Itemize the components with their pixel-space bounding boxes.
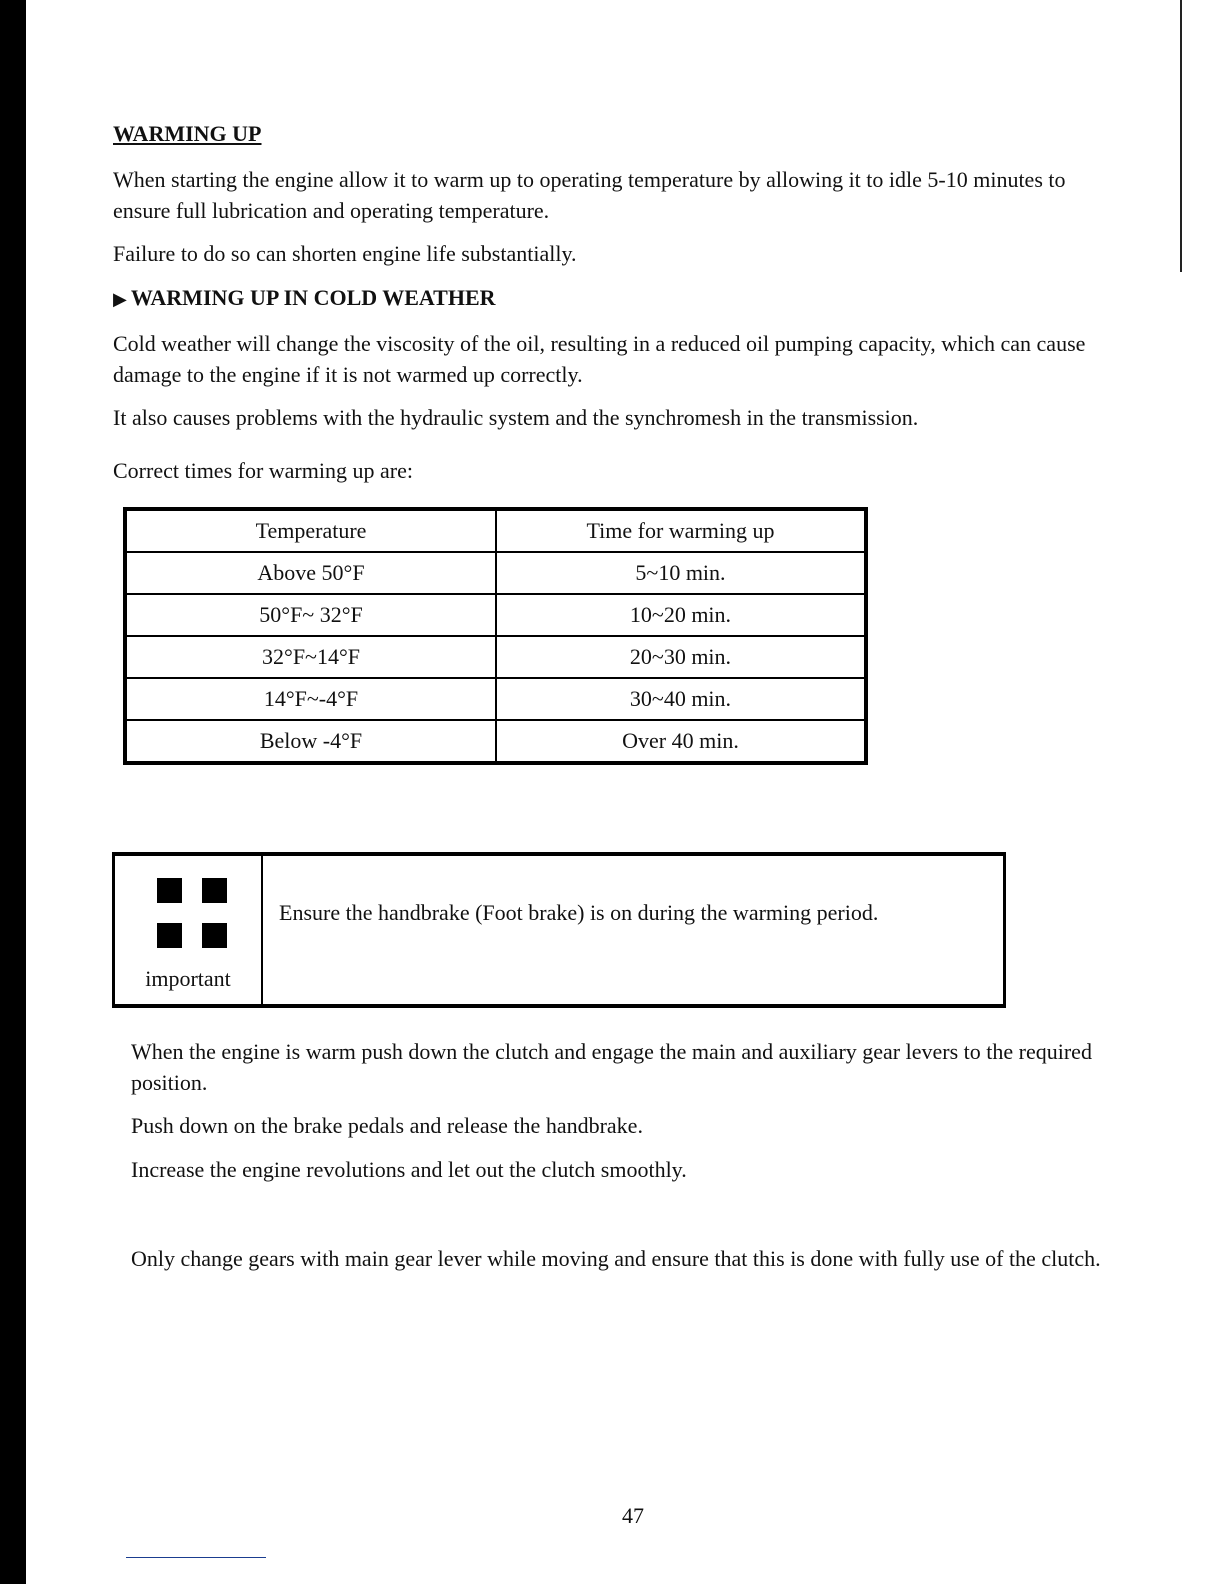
triangle-bullet-icon: ▶ bbox=[113, 289, 127, 309]
table-cell-time: 20~30 min. bbox=[496, 636, 866, 678]
first-aid-cross-icon bbox=[157, 878, 227, 948]
important-notice-box bbox=[112, 852, 1006, 1008]
table-row bbox=[125, 636, 866, 678]
table-row bbox=[125, 552, 866, 594]
cold-weather-heading-text: WARMING UP IN COLD WEATHER bbox=[130, 285, 496, 310]
table-header-temperature: Temperature bbox=[125, 509, 496, 552]
table-cell-time: 10~20 min. bbox=[496, 594, 866, 636]
paragraph-let-out-clutch: Increase the engine revolutions and let out the clutch smoothly. bbox=[131, 1157, 687, 1182]
notice-text: Ensure the handbrake (Foot brake) is on during the warming period. bbox=[279, 900, 879, 925]
table-cell-temperature: Above 50°F bbox=[125, 552, 496, 594]
paragraph-oil-viscosity: Cold weather will change the viscosity of the oil, resulting in a reduced oil pumping capacity, which can cause damage to the engine if it is not warmed up correctly. bbox=[113, 331, 1086, 387]
page-number: 47 bbox=[622, 1503, 644, 1528]
paragraph-release-handbrake: Push down on the brake pedals and release the handbrake. bbox=[131, 1113, 643, 1138]
paragraph-correct-times: Correct times for warming up are: bbox=[113, 458, 413, 483]
section-title: WARMING UP bbox=[113, 121, 262, 146]
notice-label: important bbox=[145, 966, 231, 991]
paragraph-change-gears: Only change gears with main gear lever while moving and ensure that this is done with fully use of the clutch. bbox=[131, 1246, 1101, 1271]
warming-time-table bbox=[123, 507, 868, 765]
scan-right-edge bbox=[1180, 0, 1182, 272]
table-header-row bbox=[125, 509, 866, 552]
table-cell-temperature: Below -4°F bbox=[125, 720, 496, 763]
table-row bbox=[125, 594, 866, 636]
table-cell-temperature: 14°F~-4°F bbox=[125, 678, 496, 720]
footer-rule bbox=[126, 1557, 266, 1558]
table-cell-time: 5~10 min. bbox=[496, 552, 866, 594]
table-cell-temperature: 32°F~14°F bbox=[125, 636, 496, 678]
paragraph-engage-gears: When the engine is warm push down the clutch and engage the main and auxiliary gear levers to the required position. bbox=[131, 1039, 1092, 1095]
table-row bbox=[125, 678, 866, 720]
paragraph-hydraulic-problems: It also causes problems with the hydraulic system and the synchromesh in the transmission. bbox=[113, 405, 919, 430]
table-cell-time: 30~40 min. bbox=[496, 678, 866, 720]
notice-icon-cell bbox=[115, 856, 263, 1004]
table-header-time: Time for warming up bbox=[496, 509, 866, 552]
cold-weather-heading bbox=[113, 282, 496, 315]
table-cell-time: Over 40 min. bbox=[496, 720, 866, 763]
table-row bbox=[125, 720, 866, 763]
table-cell-temperature: 50°F~ 32°F bbox=[125, 594, 496, 636]
scan-left-edge bbox=[0, 0, 26, 1584]
paragraph-engine-life: Failure to do so can shorten engine life substantially. bbox=[113, 241, 577, 266]
paragraph-warm-up-intro: When starting the engine allow it to warm up to operating temperature by allowing it to idle 5-10 minutes to ensure full lubrication and operating temperature. bbox=[113, 167, 1066, 223]
